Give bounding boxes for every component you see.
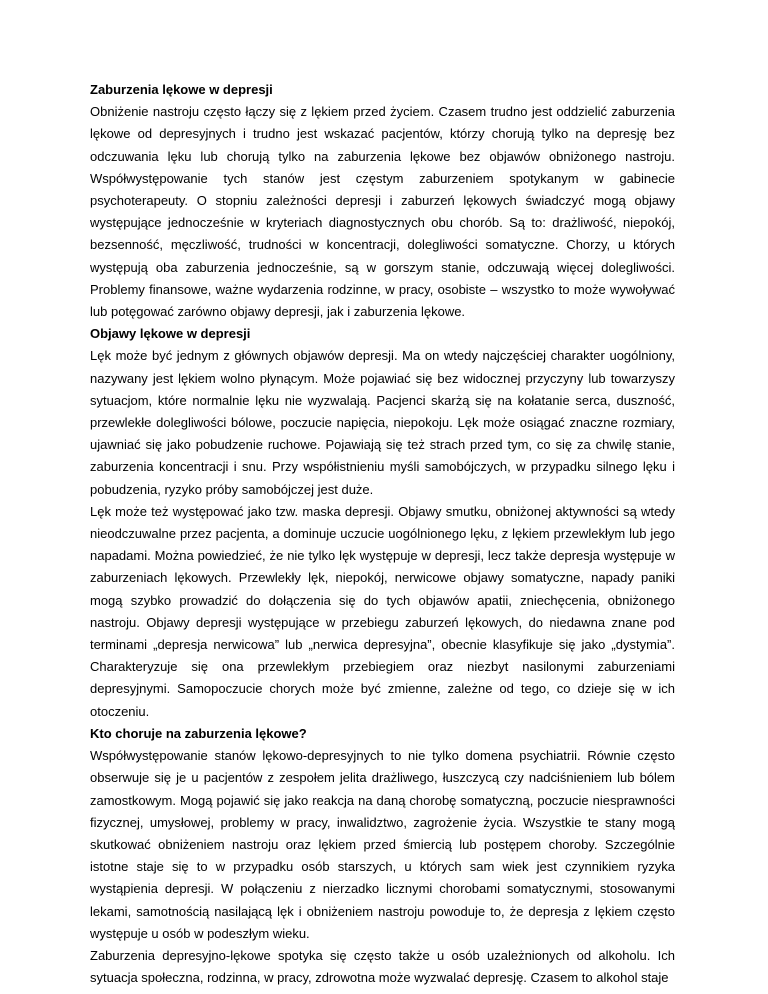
section-paragraph-intro: Obniżenie nastroju często łączy się z lękiem przed życiem. Czasem trudno jest oddzielić zaburzenia lękowe od depresyjnych i trudno jest wskazać pacjentów, którzy chorują tylko na depresję bez odczuwania lęku lub chorują tylko na zaburzenia lękowe bez objawów obniżonego nastroju. Współwystępowanie tych stanów jest częstym zaburzeniem spotykanym w gabinecie psychoterapeuty. O stopniu zależności depresji i zaburzeń lękowych świadczyć mogą objawy występujące jednocześnie w kryteriach diagnostycznych obu chorób. Są to: drażliwość, niepokój, bezsenność, męczliwość, trudności w koncentracji, dolegliwości somatyczne. Chorzy, u których występują oba zaburzenia jednocześnie, są w gorszym stanie, odczuwają więcej dolegliwości. Problemy finansowe, ważne wydarzenia rodzinne, w pracy, osobiste – wszystko to może wywoływać lub potęgować zarówno objawy depresji, jak i zaburzenia lękowe. xyxy=(90,104,675,320)
section-paragraph-who-suffers-2: Zaburzenia depresyjno-lękowe spotyka się często także u osób uzależnionych od alkoholu. Ich sytuacja społeczna, rodzinna, w pracy, zdrowotna może wyzwalać depresję. Czasem to alkohol staje xyxy=(90,947,675,986)
section-paragraph-anxiety-symptoms-2: Lęk może też występować jako tzw. maska depresji. Objawy smutku, obniżonej aktywności są wtedy nieodczuwalne przez pacjenta, a dominuje uczucie uogólnionego lęku, z lękiem przewlekłym lub jego napadami. Można powiedzieć, że nie tylko lęk występuje w depresji, lecz także depresja występuje w zaburzeniach lękowych. Przewlekły lęk, niepokój, nerwicowe objawy somatyczne, napady paniki mogą szybko prowadzić do dołączenia się do tych objawów apatii, zniechęcenia, obniżonego nastroju. Objawy depresji występujące w przebiegu zaburzeń lękowych, do niedawna znane pod terminami „depresja nerwicowa” lub „nerwica depresyjna”, obecnie klasyfikuje się jako „dystymia”. Charakteryzuje się ona przewlekłym przebiegiem oraz niezbyt nasilonymi zaburzeniami depresyjnymi. Samopoczucie chorych może być zmienne, zależne od tego, co dzieje się w ich otoczeniu. xyxy=(90,503,675,719)
section-heading-who-suffers: Kto choruje na zaburzenia lękowe? xyxy=(90,725,307,741)
section-paragraph-who-suffers-1: Współwystępowanie stanów lękowo-depresyjnych to nie tylko domena psychiatrii. Równie często obserwuje się je u pacjentów z zespołem jelita drażliwego, łuszczycą czy nadciśnieniem lub bólem zamostkowym. Mogą pojawić się jako reakcja na daną chorobę somatyczną, poczucie niesprawności fizycznej, umysłowej, problemy w pracy, inwalidztwo, zagrożenie życia. Wszystkie te stany mogą skutkować obniżeniem nastroju oraz lękiem przed śmiercią lub postępem choroby. Szczególnie istotne staje się to w przypadku osób starszych, u których sam wiek jest czynnikiem ryzyka wystąpienia depresji. W połączeniu z nierzadko licznymi chorobami somatycznymi, stosowanymi lekami, samotnością nasilającą lęk i obniżeniem nastroju powoduje to, że depresja z lękiem często występuje u osób w podeszłym wieku. xyxy=(90,748,675,941)
section-paragraph-anxiety-symptoms-1: Lęk może być jednym z głównych objawów depresji. Ma on wtedy najczęściej charakter uogólniony, nazywany jest lękiem wolno płynącym. Może pojawiać się bez widocznej przyczyny lub towarzyszy sytuacjom, które normalnie lęku nie wyzwalają. Pacjenci skarżą się na kołatanie serca, duszność, przewlekłe dolegliwości bólowe, poczucie napięcia, niepokoju. Lęk może osiągać znaczne rozmiary, ujawniać się jako pobudzenie ruchowe. Pojawiają się też strach przed tym, co się za chwilę stanie, zaburzenia koncentracji i snu. Przy współistnieniu myśli samobójczych, w przypadku silnego lęku i pobudzenia, ryzyko próby samobójczej jest duże. xyxy=(90,348,675,497)
section-heading-anxiety-symptoms: Objawy lękowe w depresji xyxy=(90,326,251,342)
document-page xyxy=(90,79,675,989)
section-heading-anxiety-in-depression: Zaburzenia lękowe w depresji xyxy=(90,82,273,97)
